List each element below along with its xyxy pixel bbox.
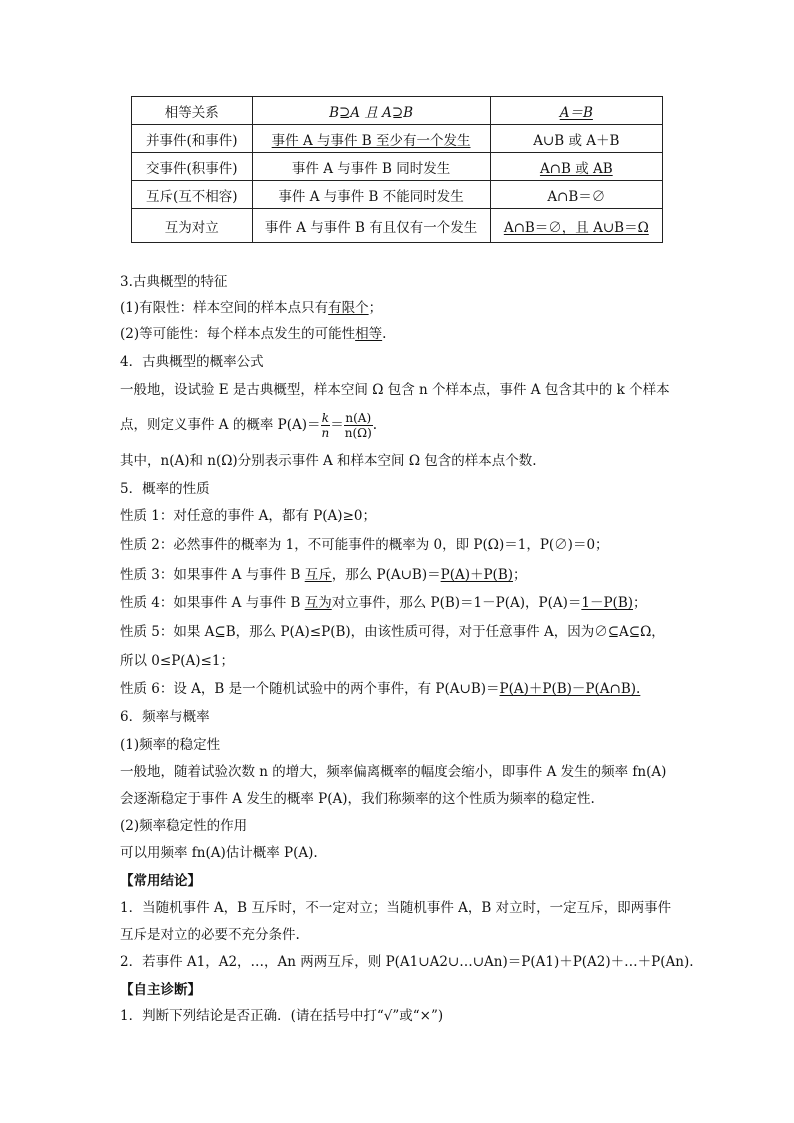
table-row (132, 153, 663, 181)
text: 对立事件，那么 P(B)＝1－P(A)，P(A)＝ (331, 595, 582, 611)
conclusion-1: 1．当随机事件 A，B 互斥时，不一定对立；当随机事件 A，B 对立时，一定互斥，即两事件 (120, 900, 672, 916)
relation-condition: 事件 A 与事件 B 至少有一个发生 (252, 125, 490, 153)
fraction-k-over-n (321, 411, 331, 440)
property-3 (120, 565, 527, 585)
answer-blank: 互为 (304, 595, 332, 611)
relation-condition: 事件 A 与事件 B 同时发生 (252, 153, 490, 181)
relation-condition: 事件 A 与事件 B 有且仅有一个发生 (252, 209, 490, 243)
property-2: 性质 2：必然事件的概率为 1，不可能事件的概率为 0，即 P(Ω)＝1，P(∅)＝0； (120, 537, 609, 553)
relation-condition: B⊇A 且 A⊇B (252, 97, 490, 125)
property-5: 性质 5：如果 A⊆B，那么 P(A)≤P(B)，由该性质可得，对于任意事件 A，因为∅⊆A⊆Ω， (120, 624, 665, 640)
relation-name: 互为对立 (132, 209, 253, 243)
fraction-nA-over-nOmega (344, 411, 373, 440)
conclusion-2: 2．若事件 A1，A2，…，An 两两互斥，则 P(A1∪A2∪…∪An)＝P(A1)＋P(A2)＋…＋P(An). (120, 954, 694, 970)
property-4 (120, 593, 647, 613)
denominator: n(Ω) (344, 426, 372, 440)
text: (1)有限性：样本空间的样本点只有 (120, 300, 329, 316)
paragraph: 其中，n(A)和 n(Ω)分别表示事件 A 和样本空间 Ω 包含的样本点个数. (120, 453, 537, 469)
relation-condition: 事件 A 与事件 B 不能同时发生 (252, 181, 490, 209)
relation-name: 互斥(互不相容) (132, 181, 253, 209)
text: 性质 6：设 A，B 是一个随机试验中的两个事件，有 P(A∪B)＝ (120, 681, 500, 697)
paragraph (120, 324, 386, 344)
property-1: 性质 1：对任意的事件 A，都有 P(A)≥0； (120, 508, 376, 524)
answer-blank: P(A)＋P(B)－P(A∩B). (499, 681, 641, 697)
section-heading-3: 3.古典概型的特征 (120, 274, 228, 290)
table-row (132, 125, 663, 153)
text: . (372, 417, 378, 433)
event-relations-table (131, 96, 663, 243)
text: . (382, 326, 387, 342)
answer-blank: 互斥 (304, 567, 332, 583)
subheading: (2)频率稳定性的作用 (120, 818, 248, 834)
table-row (132, 181, 663, 209)
relation-symbol: A∩B＝∅，且 A∪B＝Ω (490, 209, 662, 243)
paragraph: 会逐渐稳定于事件 A 发生的概率 P(A)，我们称频率的这个性质为频率的稳定性. (120, 791, 595, 807)
table-row (132, 209, 663, 243)
text: ； (368, 300, 383, 316)
question-1: 1．判断下列结论是否正确．(请在括号中打“√”或“×”) (120, 1008, 444, 1024)
subheading: (1)频率的稳定性 (120, 737, 221, 753)
text: (2)等可能性：每个样本点发生的可能性 (120, 326, 356, 342)
paragraph (120, 298, 382, 318)
property-5-cont: 所以 0≤P(A)≤1； (120, 653, 234, 669)
conclusion-1-cont: 互斥是对立的必要不充分条件. (120, 927, 300, 943)
answer-blank: 相等 (355, 326, 383, 342)
answer-blank: 1－P(B) (581, 595, 634, 611)
section-heading-6: 6．频率与概率 (120, 709, 210, 725)
relation-name: 并事件(和事件) (132, 125, 253, 153)
property-6 (120, 679, 640, 699)
text: 性质 3：如果事件 A 与事件 B (120, 567, 305, 583)
paragraph: 一般地，随着试验次数 n 的增大，频率偏离概率的幅度会缩小，即事件 A 发生的频率 fn(A) (120, 764, 667, 780)
text: 性质 4：如果事件 A 与事件 B (120, 595, 305, 611)
denominator: n (321, 426, 330, 440)
table-row (132, 97, 663, 125)
answer-blank: P(A)＋P(B) (440, 567, 514, 583)
relation-name: 交事件(积事件) (132, 153, 253, 181)
relation-symbol: A∪B 或 A＋B (490, 125, 662, 153)
text: ，那么 P(A∪B)＝ (331, 567, 441, 583)
text: ＝ (330, 417, 344, 433)
section-heading-4: 4．古典概型的概率公式 (120, 354, 264, 370)
common-conclusions-heading: 【常用结论】 (120, 873, 201, 889)
relation-symbol: A＝B (490, 97, 662, 125)
paragraph: 可以用频率 fn(A)估计概率 P(A). (120, 845, 318, 861)
section-heading-5: 5．概率的性质 (120, 481, 210, 497)
numerator: n(A) (345, 411, 372, 425)
text: 点，则定义事件 A 的概率 P(A)＝ (120, 417, 321, 433)
answer-blank: 有限个 (328, 300, 369, 316)
text: ； (513, 567, 527, 583)
paragraph: 一般地，设试验 E 是古典概型，样本空间 Ω 包含 n 个样本点，事件 A 包含其中的 k 个样本 (120, 382, 670, 398)
relation-symbol: A∩B＝∅ (490, 181, 662, 209)
text: ； (633, 595, 647, 611)
relation-name: 相等关系 (132, 97, 253, 125)
relation-symbol: A∩B 或 AB (490, 153, 662, 181)
numerator: k (321, 411, 329, 425)
self-check-heading: 【自主诊断】 (120, 982, 201, 998)
formula-line (120, 408, 377, 442)
